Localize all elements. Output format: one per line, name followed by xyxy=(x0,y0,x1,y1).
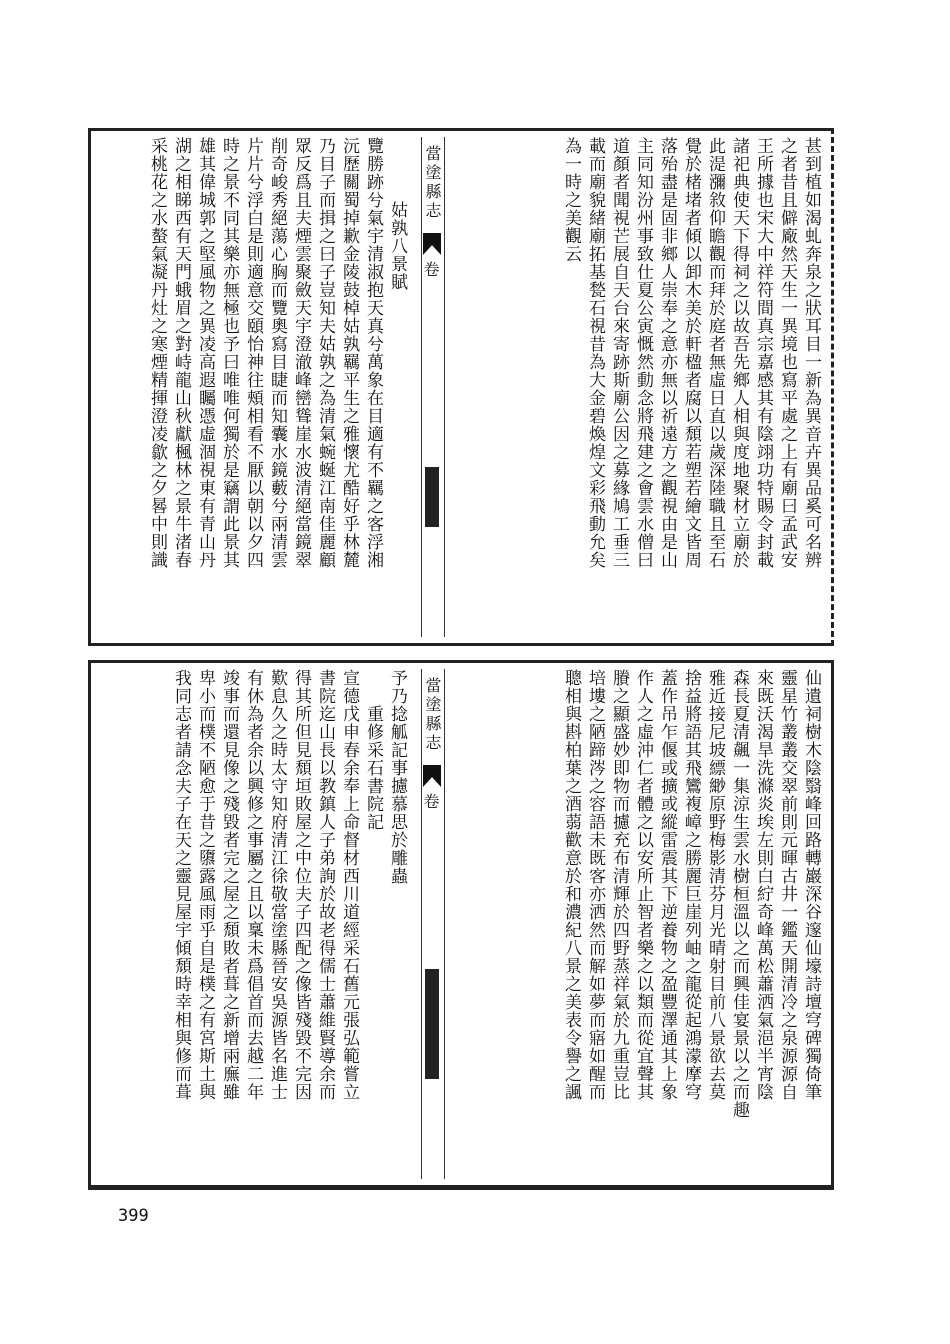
text-column: 得其所但見頹垣敗屋之中位夫子四配之像皆殘毀不完因 xyxy=(291,669,311,1101)
text-column: 歎息久之時太守知府清江徐敬當塗縣晉安吳源皆名進士 xyxy=(267,669,287,1101)
text-column: 為一時之美觀云 xyxy=(561,137,581,263)
text-column: 蓋作吊乍偃或擴或縱雷震其下逆養物之盈豐澤通其上象 xyxy=(657,669,677,1101)
text-column: 卑小而樸不陋愈于昔之隳露風雨乎自是樸之有宮斯土與 xyxy=(195,669,215,1101)
text-column: 雄其偉城郭之堅風物之異凌高遐矚憑虛涸視東有青山丹 xyxy=(195,137,215,569)
text-column: 宣德戊申春余奉上命督材西川道經采石舊元張弘範嘗立 xyxy=(339,669,359,1101)
text-column: 此湜瀰敘仰瞻觀而拜於庭者無虛日直以歲深陸職且至石 xyxy=(705,137,725,569)
text-column: 片片兮浮白是則適意交頤怡神往頰相看不厭以朝以夕四 xyxy=(243,137,263,569)
upper-page-panel xyxy=(88,128,834,646)
fishtail-mark-icon xyxy=(423,765,441,787)
lower-right-text-block xyxy=(423,669,823,1179)
section-heading: 重修采石書院記 xyxy=(363,705,383,831)
text-column: 來既沃渴旱洗滌炎埃左則白紵奇峰萬松蕭洒氣浥半宵陰 xyxy=(753,669,773,1101)
text-column: 乃目子而揖之曰子豈知夫姑孰之為清氣蜿蜒江南佳麗顧 xyxy=(315,137,335,569)
juan-label: 卷 xyxy=(421,793,440,809)
text-column: 覽勝跡兮氣宇清淑抱天真兮萬象在目適有不羈之客浮湘 xyxy=(363,137,383,569)
gazetteer-title: 當塗縣志 xyxy=(423,677,442,753)
text-column: 沅歷關蜀掉歉金陵鼓棹姑孰羈平生之雅懷尤酷好乎林麓 xyxy=(339,137,359,569)
text-column: 培塿之陋蹄涔之容語未既客亦洒然而解如夢而寤如醒而 xyxy=(585,669,605,1101)
black-bar-decoration xyxy=(425,969,439,1079)
text-column: 捨益將語其飛鸞複嶂之勝麗巨崖列岫之龍從起鴻濛摩穹 xyxy=(681,669,701,1101)
black-bar-decoration xyxy=(425,467,439,527)
text-column: 雅近接尼坡縹緲原野梅影清芬月光晴射目前八景欲去莫 xyxy=(705,669,725,1101)
text-column: 載而廟貌緒廟拓基甃石視昔為大金碧煥煌文彩飛動允矣 xyxy=(585,137,605,569)
text-column: 落殆盡是固非鄉人崇奉之意亦無以祈遠方之觀視由是山 xyxy=(657,137,677,569)
text-column: 削奇峻秀絕蕩心胸而覽奧寫目睫而知囊水鏡藪兮兩清雲 xyxy=(267,137,287,569)
text-column: 時之景不同其樂亦無極也予曰唯唯何獨於是竊謂此景其 xyxy=(219,137,239,569)
text-column: 覺於楮堵者傾以卸木美於軒楹者腐以頹若塑若繪文皆周 xyxy=(681,137,701,569)
juan-label: 卷 xyxy=(421,261,440,277)
text-column: 予乃捻觚記事攄慕思於雕蟲 xyxy=(387,669,407,885)
text-column: 王所據也宋大中祥符間真宗嘉感其有陰翊功特賜令封載 xyxy=(753,137,773,569)
text-column: 采桃花之水螯氣凝丹灶之寒煙精揮澄凌歙之夕晷中則識 xyxy=(147,137,167,569)
text-column: 我同志者請念夫子在天之靈見屋宇傾頹時幸相與修而葺 xyxy=(171,669,191,1101)
upper-right-text-block xyxy=(423,137,823,637)
text-column: 之者昔且僻廠然天生一異境也寫平處之上有廟曰孟武安 xyxy=(777,137,797,569)
text-column: 森長夏清飆一集涼生雲水樹桓溫以之而興佳宴景以之而趣 xyxy=(729,669,749,1119)
fishtail-mark-icon xyxy=(423,233,441,255)
lower-left-text-block xyxy=(99,669,409,1179)
gutter-title-strip xyxy=(421,137,445,637)
text-column: 主同知汾州事致仕夏公寅慨然動念將飛建之會雲水僧曰 xyxy=(633,137,653,569)
text-column: 有休為者余以興修之事屬之且以稟未爲倡首而去越二年 xyxy=(243,669,263,1101)
gazetteer-title: 當塗縣志 xyxy=(423,145,442,221)
text-column: 諸祀典使天下得祠之以故吾先鄉人相與度地聚材立廟於 xyxy=(729,137,749,569)
upper-left-text-block xyxy=(99,137,409,637)
text-column: 眾反爲且夫煙雲聚斂天宇澄澈峰巒聳崖水波清絕當鏡翠 xyxy=(291,137,311,569)
page-number: 399 xyxy=(118,1206,149,1226)
text-column: 書院迄山長以教鎮人子弟詢於故老得儒士蕭維賢導余而 xyxy=(315,669,335,1101)
text-column: 甚到植如渴虬奔泉之狀耳目一新為異音卉異品奚可名辨 xyxy=(801,137,821,569)
section-heading: 姑孰八景賦 xyxy=(387,201,407,291)
text-column: 竣事而還見像之殘毀者完之屋之頹敗者葺之新增兩廡雖 xyxy=(219,669,239,1101)
text-column: 仙遺祠樹木陰翳峰回路轉巖深谷邃仙壕詩壇穹碑獨倚筆 xyxy=(801,669,821,1101)
text-column: 賸之顯盛妙即物而攄充布清輝於四野蒸祥氣於九重豈比 xyxy=(609,669,629,1101)
gutter-title-strip xyxy=(421,669,445,1179)
text-column: 聰相與斟柏葉之酒蒻歡意於和濃紀八景之美表令譽之諷 xyxy=(561,669,581,1101)
text-column: 靈星竹叢叢交翠前則元暉古井一鑑天開清冷之泉源源自 xyxy=(777,669,797,1101)
text-column: 湖之相睇西有天門蛾眉之對峙龍山秋獻楓林之景牛渚春 xyxy=(171,137,191,569)
lower-page-panel xyxy=(88,660,834,1190)
text-column: 作人之虛沖仁者體之以安所止智者樂之以類而從宜聲其 xyxy=(633,669,653,1101)
text-column: 道顏者聞視芒展自天台來寄跡斯廟公因之募緣鳩工垂三 xyxy=(609,137,629,569)
